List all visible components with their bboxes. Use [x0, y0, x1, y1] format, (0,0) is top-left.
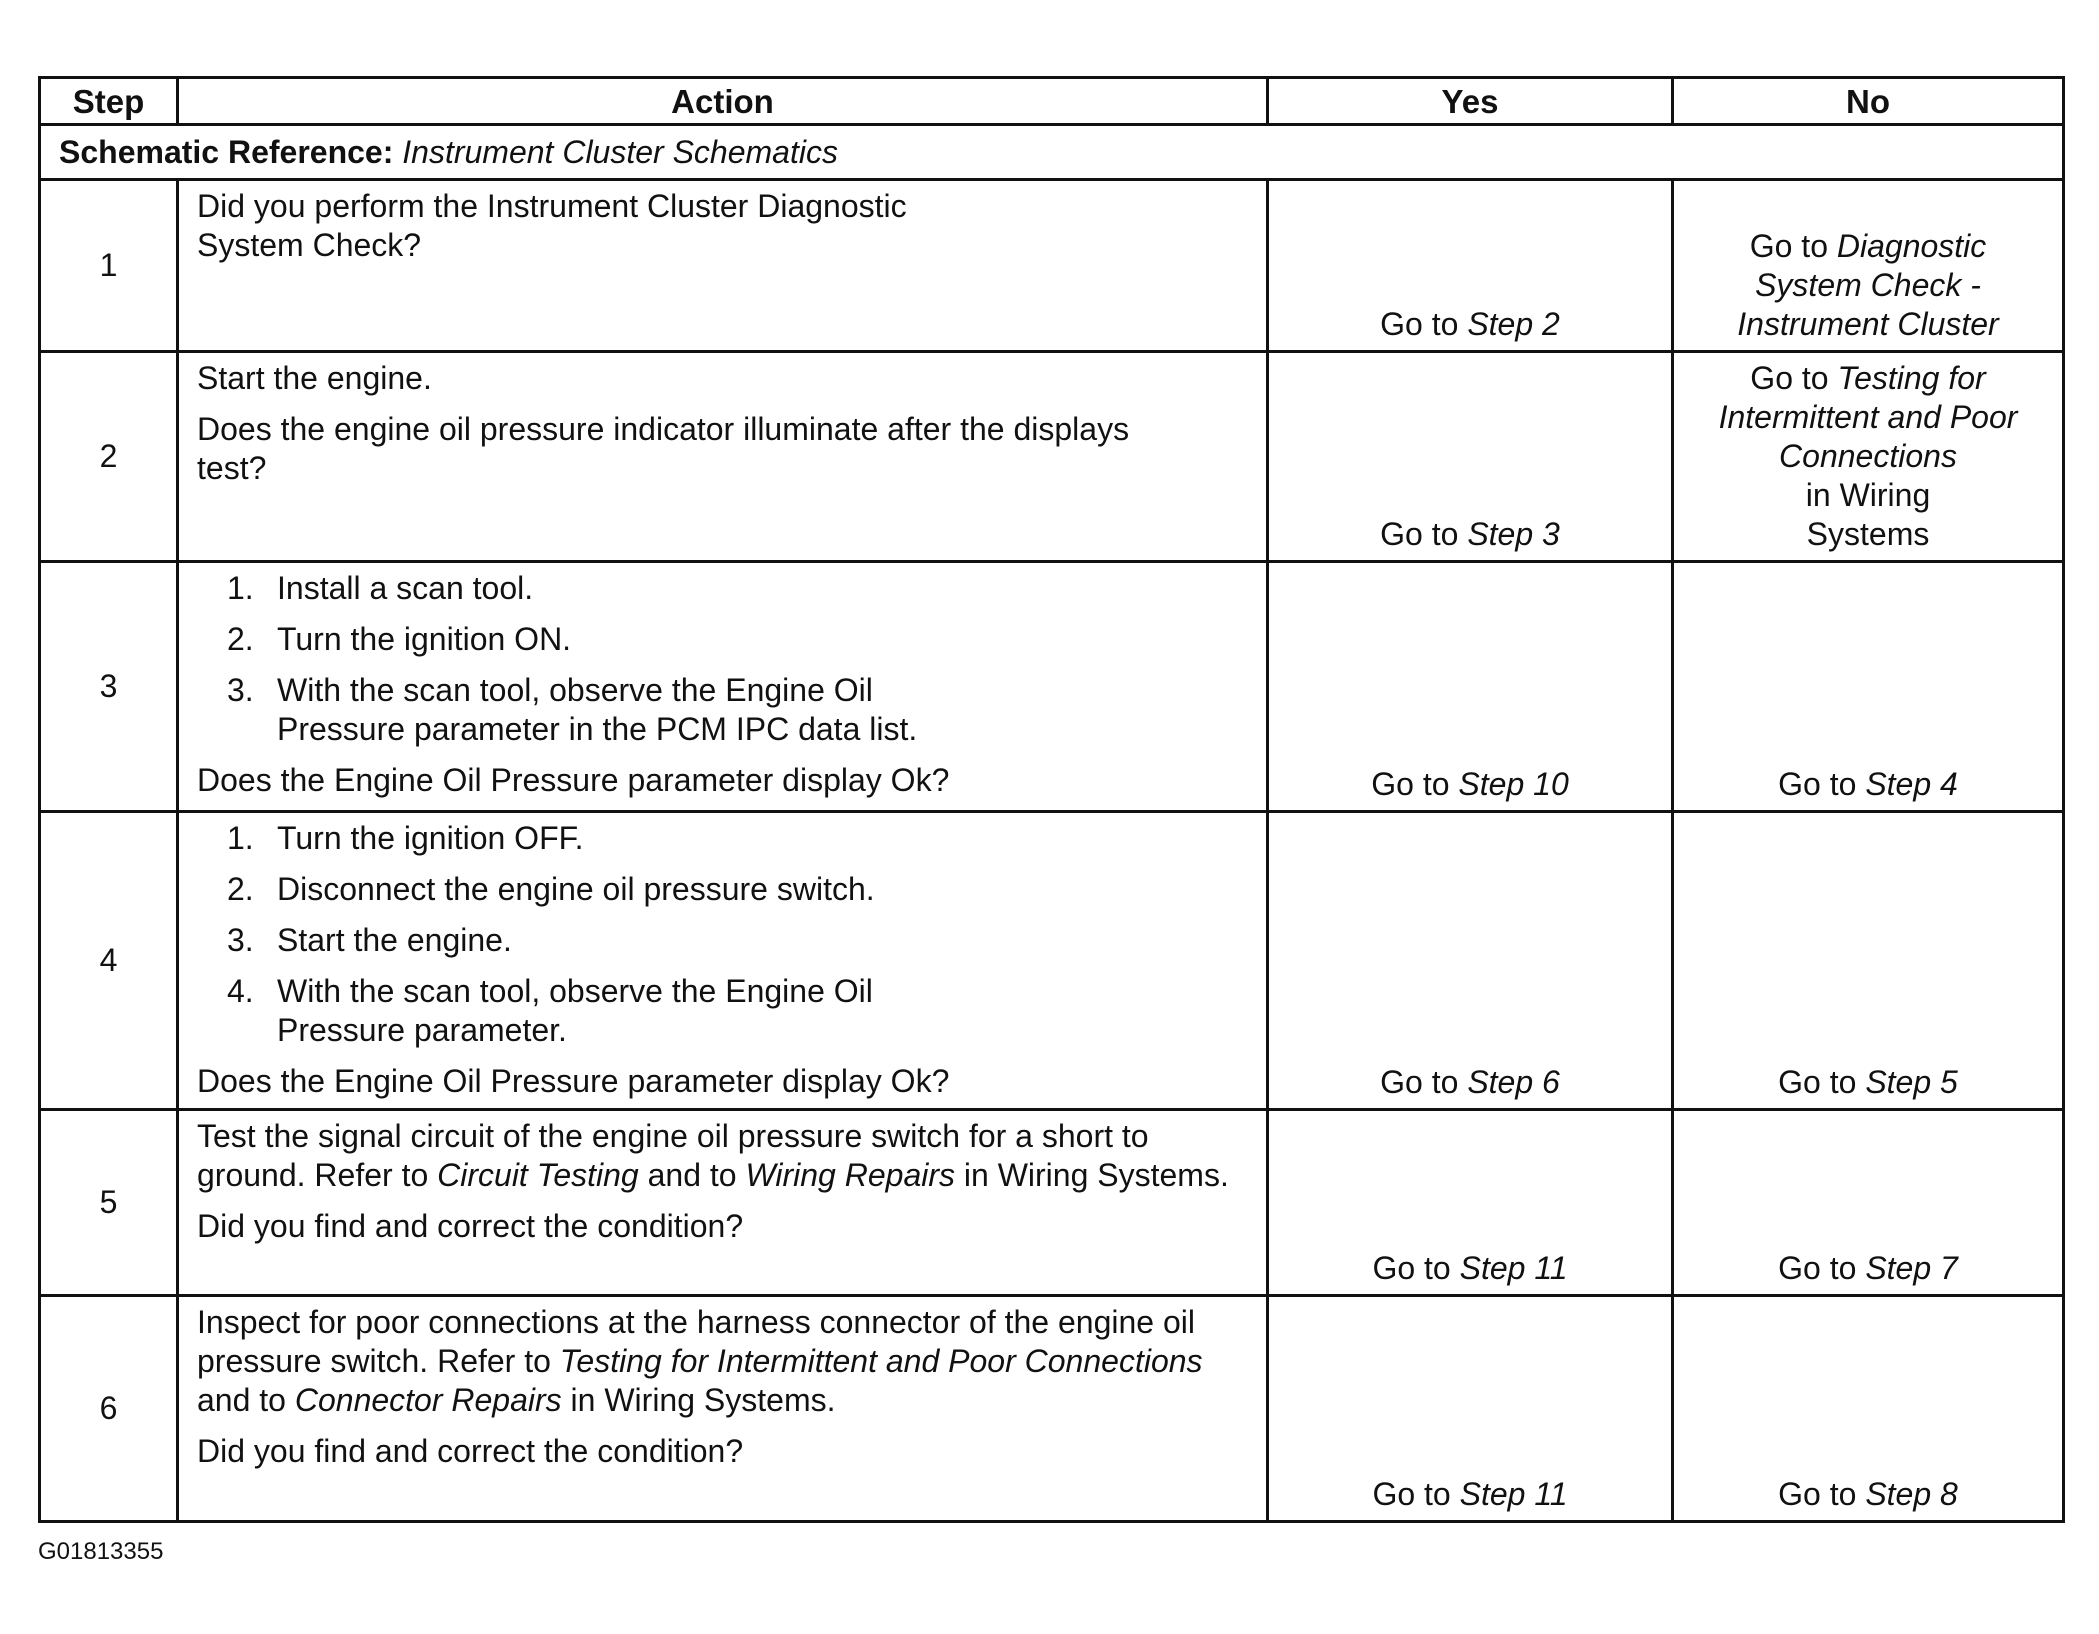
action-step-number: 2. [227, 621, 254, 657]
header-step: Step [40, 78, 178, 125]
yes-cell [1268, 180, 1673, 352]
no-prefix: Go to [1778, 1064, 1857, 1100]
reference-link: Connector Repairs [294, 1382, 562, 1418]
action-question: Did you find and correct the condition? [197, 1208, 744, 1244]
no-prefix: Go to [1750, 360, 1829, 396]
action-text-part: Inspect for poor connections at the harness connector of the engine oil pressure switch. Refer to [197, 1304, 1195, 1379]
header-action: Action [178, 78, 1268, 125]
action-step-text: Start the engine. [277, 922, 512, 958]
header-no: No [1673, 78, 2064, 125]
table-row [40, 352, 2064, 562]
action-text: Did you perform the Instrument Cluster Diagnostic System Check? [197, 188, 907, 263]
yes-prefix: Go to [1380, 306, 1459, 342]
yes-target: Step 6 [1467, 1064, 1560, 1100]
step-number: 2 [40, 352, 178, 562]
action-step-number: 3. [227, 922, 254, 958]
no-cell [1673, 1296, 2064, 1522]
action-cell [178, 180, 1268, 352]
action-step-number: 2. [227, 871, 254, 907]
table-row [40, 812, 2064, 1110]
step-number: 3 [40, 562, 178, 812]
yes-cell [1268, 562, 1673, 812]
action-cell [178, 812, 1268, 1110]
figure-id: G01813355 [38, 1538, 164, 1565]
schematic-reference-cell [40, 125, 2064, 180]
action-step [197, 870, 1252, 909]
no-target: Diagnostic System Check - Instrument Cluster [1737, 228, 1999, 342]
action-step-text: With the scan tool, observe the Engine Oil Pressure parameter. [277, 973, 873, 1048]
yes-prefix: Go to [1380, 516, 1459, 552]
action-cell [178, 1110, 1268, 1296]
action-text-part: in Wiring Systems. [963, 1157, 1229, 1193]
yes-prefix: Go to [1380, 1064, 1459, 1100]
header-row [40, 78, 2064, 125]
action-text: Start the engine. [197, 360, 432, 396]
yes-target: Step 11 [1459, 1476, 1568, 1512]
action-question: Does the Engine Oil Pressure parameter display Ok? [197, 1063, 950, 1099]
action-step-list [197, 569, 1252, 749]
no-prefix: Go to [1778, 1250, 1857, 1286]
reference-link: Circuit Testing [437, 1157, 639, 1193]
action-text-part: and to [197, 1382, 286, 1418]
yes-cell [1268, 812, 1673, 1110]
no-prefix: Go to [1778, 1476, 1857, 1512]
table-row [40, 1110, 2064, 1296]
action-question: Does the Engine Oil Pressure parameter display Ok? [197, 762, 950, 798]
action-cell [178, 352, 1268, 562]
no-cell [1673, 1110, 2064, 1296]
step-number: 5 [40, 1110, 178, 1296]
action-step [197, 921, 1252, 960]
reference-link: Testing for Intermittent and Poor Connections [559, 1343, 1203, 1379]
no-cell [1673, 352, 2064, 562]
no-target: Step 8 [1865, 1476, 1958, 1512]
action-step-list [197, 819, 1252, 1050]
action-step [197, 671, 1252, 749]
yes-cell [1268, 1296, 1673, 1522]
table-row [40, 1296, 2064, 1522]
no-prefix: Go to [1749, 228, 1828, 264]
action-question: Does the engine oil pressure indicator illuminate after the displays test? [197, 411, 1130, 486]
no-target: Testing for Intermittent and Poor Connections [1718, 360, 2018, 474]
action-text [197, 1117, 1252, 1195]
action-step-text: Install a scan tool. [277, 570, 534, 606]
action-step-number: 3. [227, 672, 254, 708]
yes-prefix: Go to [1372, 1476, 1451, 1512]
schematic-reference-row [40, 125, 2064, 180]
schematic-reference-label: Schematic Reference: [59, 133, 394, 170]
table-row [40, 562, 2064, 812]
no-cell [1673, 562, 2064, 812]
action-step-text: Turn the ignition OFF. [277, 820, 584, 856]
yes-prefix: Go to [1371, 766, 1450, 802]
no-target: Step 5 [1865, 1064, 1958, 1100]
schematic-reference-link: Instrument Cluster Schematics [402, 133, 838, 170]
action-step [197, 819, 1252, 858]
action-step-number: 1. [227, 570, 254, 606]
action-step-number: 1. [227, 820, 254, 856]
step-number: 1 [40, 180, 178, 352]
no-target: Step 4 [1865, 766, 1958, 802]
action-text-part: Test the signal circuit of the engine oil pressure switch for a short to ground. Refer to [197, 1118, 1149, 1193]
no-cell [1673, 180, 2064, 352]
yes-target: Step 3 [1467, 516, 1560, 552]
reference-link: Wiring Repairs [745, 1157, 955, 1193]
action-question: Did you find and correct the condition? [197, 1433, 744, 1469]
no-cell [1673, 812, 2064, 1110]
table-row [40, 180, 2064, 352]
action-cell [178, 1296, 1268, 1522]
action-text-part: and to [647, 1157, 737, 1193]
action-cell [178, 562, 1268, 812]
diagnostic-table [38, 76, 2065, 1523]
action-step-number: 4. [227, 973, 254, 1009]
action-step [197, 620, 1252, 659]
yes-cell [1268, 352, 1673, 562]
action-step-text: With the scan tool, observe the Engine Oil Pressure parameter in the PCM IPC data list. [277, 672, 918, 747]
action-step-text: Disconnect the engine oil pressure switch. [277, 871, 875, 907]
yes-target: Step 2 [1467, 306, 1560, 342]
no-target: Step 7 [1865, 1250, 1958, 1286]
no-suffix: in Wiring Systems [1805, 477, 1931, 552]
yes-cell [1268, 1110, 1673, 1296]
action-text [197, 1303, 1252, 1420]
action-step-text: Turn the ignition ON. [277, 621, 572, 657]
no-prefix: Go to [1778, 766, 1857, 802]
yes-target: Step 10 [1458, 766, 1569, 802]
yes-target: Step 11 [1459, 1250, 1568, 1286]
action-text-part: in Wiring Systems. [570, 1382, 836, 1418]
step-number: 6 [40, 1296, 178, 1522]
action-step [197, 569, 1252, 608]
action-step [197, 972, 1252, 1050]
header-yes: Yes [1268, 78, 1673, 125]
yes-prefix: Go to [1372, 1250, 1451, 1286]
step-number: 4 [40, 812, 178, 1110]
